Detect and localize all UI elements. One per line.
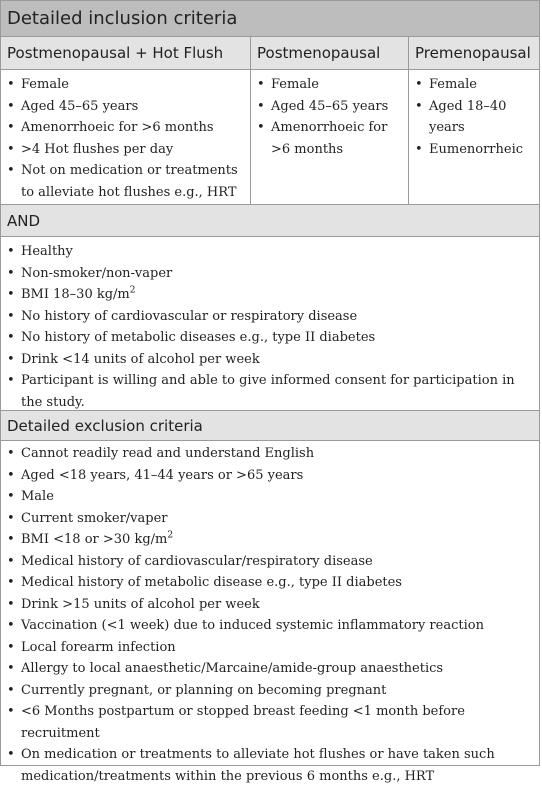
bmi-text: BMI 18–30 kg/m: [21, 287, 130, 302]
column-header-row: [1, 37, 539, 70]
group-criteria-premenopausal: [409, 70, 539, 204]
list-item: • Local forearm infection: [7, 637, 533, 659]
list-item: • Healthy: [7, 241, 533, 263]
list-item: • No history of metabolic diseases e.g., type II diabetes: [7, 327, 533, 349]
list-item: • Not on medication or treatments to alleviate hot flushes e.g., HRT: [7, 160, 244, 203]
list-item-bmi: [7, 284, 533, 306]
list-item: • Female: [415, 74, 533, 96]
list-item: • Female: [257, 74, 402, 96]
list-item: • Amenorrhoeic for >6 months: [257, 117, 402, 160]
list-item: • Non-smoker/non-vaper: [7, 263, 533, 285]
inclusion-title: Detailed inclusion criteria: [1, 1, 539, 37]
list-item: • Current smoker/vaper: [7, 508, 533, 530]
list-item: • Male: [7, 486, 533, 508]
list-item: • Aged 18–40 years: [415, 96, 533, 139]
list-item: • Aged 45–65 years: [7, 96, 244, 118]
exclusion-criteria: [1, 441, 539, 784]
list-item: • Amenorrhoeic for >6 months: [7, 117, 244, 139]
list-item: • Aged 45–65 years: [257, 96, 402, 118]
list-item: • Allergy to local anaesthetic/Marcaine/amide-group anaesthetics: [7, 658, 533, 680]
list-item: • Medical history of metabolic disease e.g., type II diabetes: [7, 572, 533, 594]
list-item: • On medication or treatments to alleviate hot flushes or have taken such medication/treatments within the previous 6 months e.g., HRT: [7, 744, 533, 787]
column-header-premenopausal: Premenopausal: [415, 44, 531, 62]
list-item: • Medical history of cardiovascular/respiratory disease: [7, 551, 533, 573]
group-criteria-postmenopausal-hot-flush: [1, 70, 251, 204]
list-item: • Aged <18 years, 41–44 years or >65 years: [7, 465, 533, 487]
group-criteria-row: [1, 70, 539, 205]
list-item: • <6 Months postpartum or stopped breast feeding <1 month before recruitment: [7, 701, 533, 744]
list-item: • No history of cardiovascular or respiratory disease: [7, 306, 533, 328]
list-item: • Vaccination (<1 week) due to induced systemic inflammatory reaction: [7, 615, 533, 637]
list-item: • Eumenorrheic: [415, 139, 533, 161]
list-item: • >4 Hot flushes per day: [7, 139, 244, 161]
list-item: • Female: [7, 74, 244, 96]
bmi-text: BMI <18 or >30 kg/m: [21, 532, 168, 547]
shared-inclusion-criteria: [1, 237, 539, 411]
group-criteria-postmenopausal: [251, 70, 409, 204]
exclusion-title: Detailed exclusion criteria: [1, 411, 539, 441]
list-item: • Participant is willing and able to give informed consent for participation in the study.: [7, 370, 533, 413]
list-item: • Drink <14 units of alcohol per week: [7, 349, 533, 371]
list-item: • Currently pregnant, or planning on becoming pregnant: [7, 680, 533, 702]
bmi-superscript: 2: [129, 285, 136, 296]
column-header-postmenopausal: Postmenopausal: [251, 37, 409, 69]
list-item: • Cannot readily read and understand English: [7, 443, 533, 465]
list-item: • Drink >15 units of alcohol per week: [7, 594, 533, 616]
and-section-title: AND: [1, 205, 539, 237]
bmi-superscript: 2: [167, 530, 174, 541]
column-header-postmenopausal-hot-flush: Postmenopausal + Hot Flush: [1, 37, 251, 69]
list-item-bmi: [7, 529, 533, 551]
